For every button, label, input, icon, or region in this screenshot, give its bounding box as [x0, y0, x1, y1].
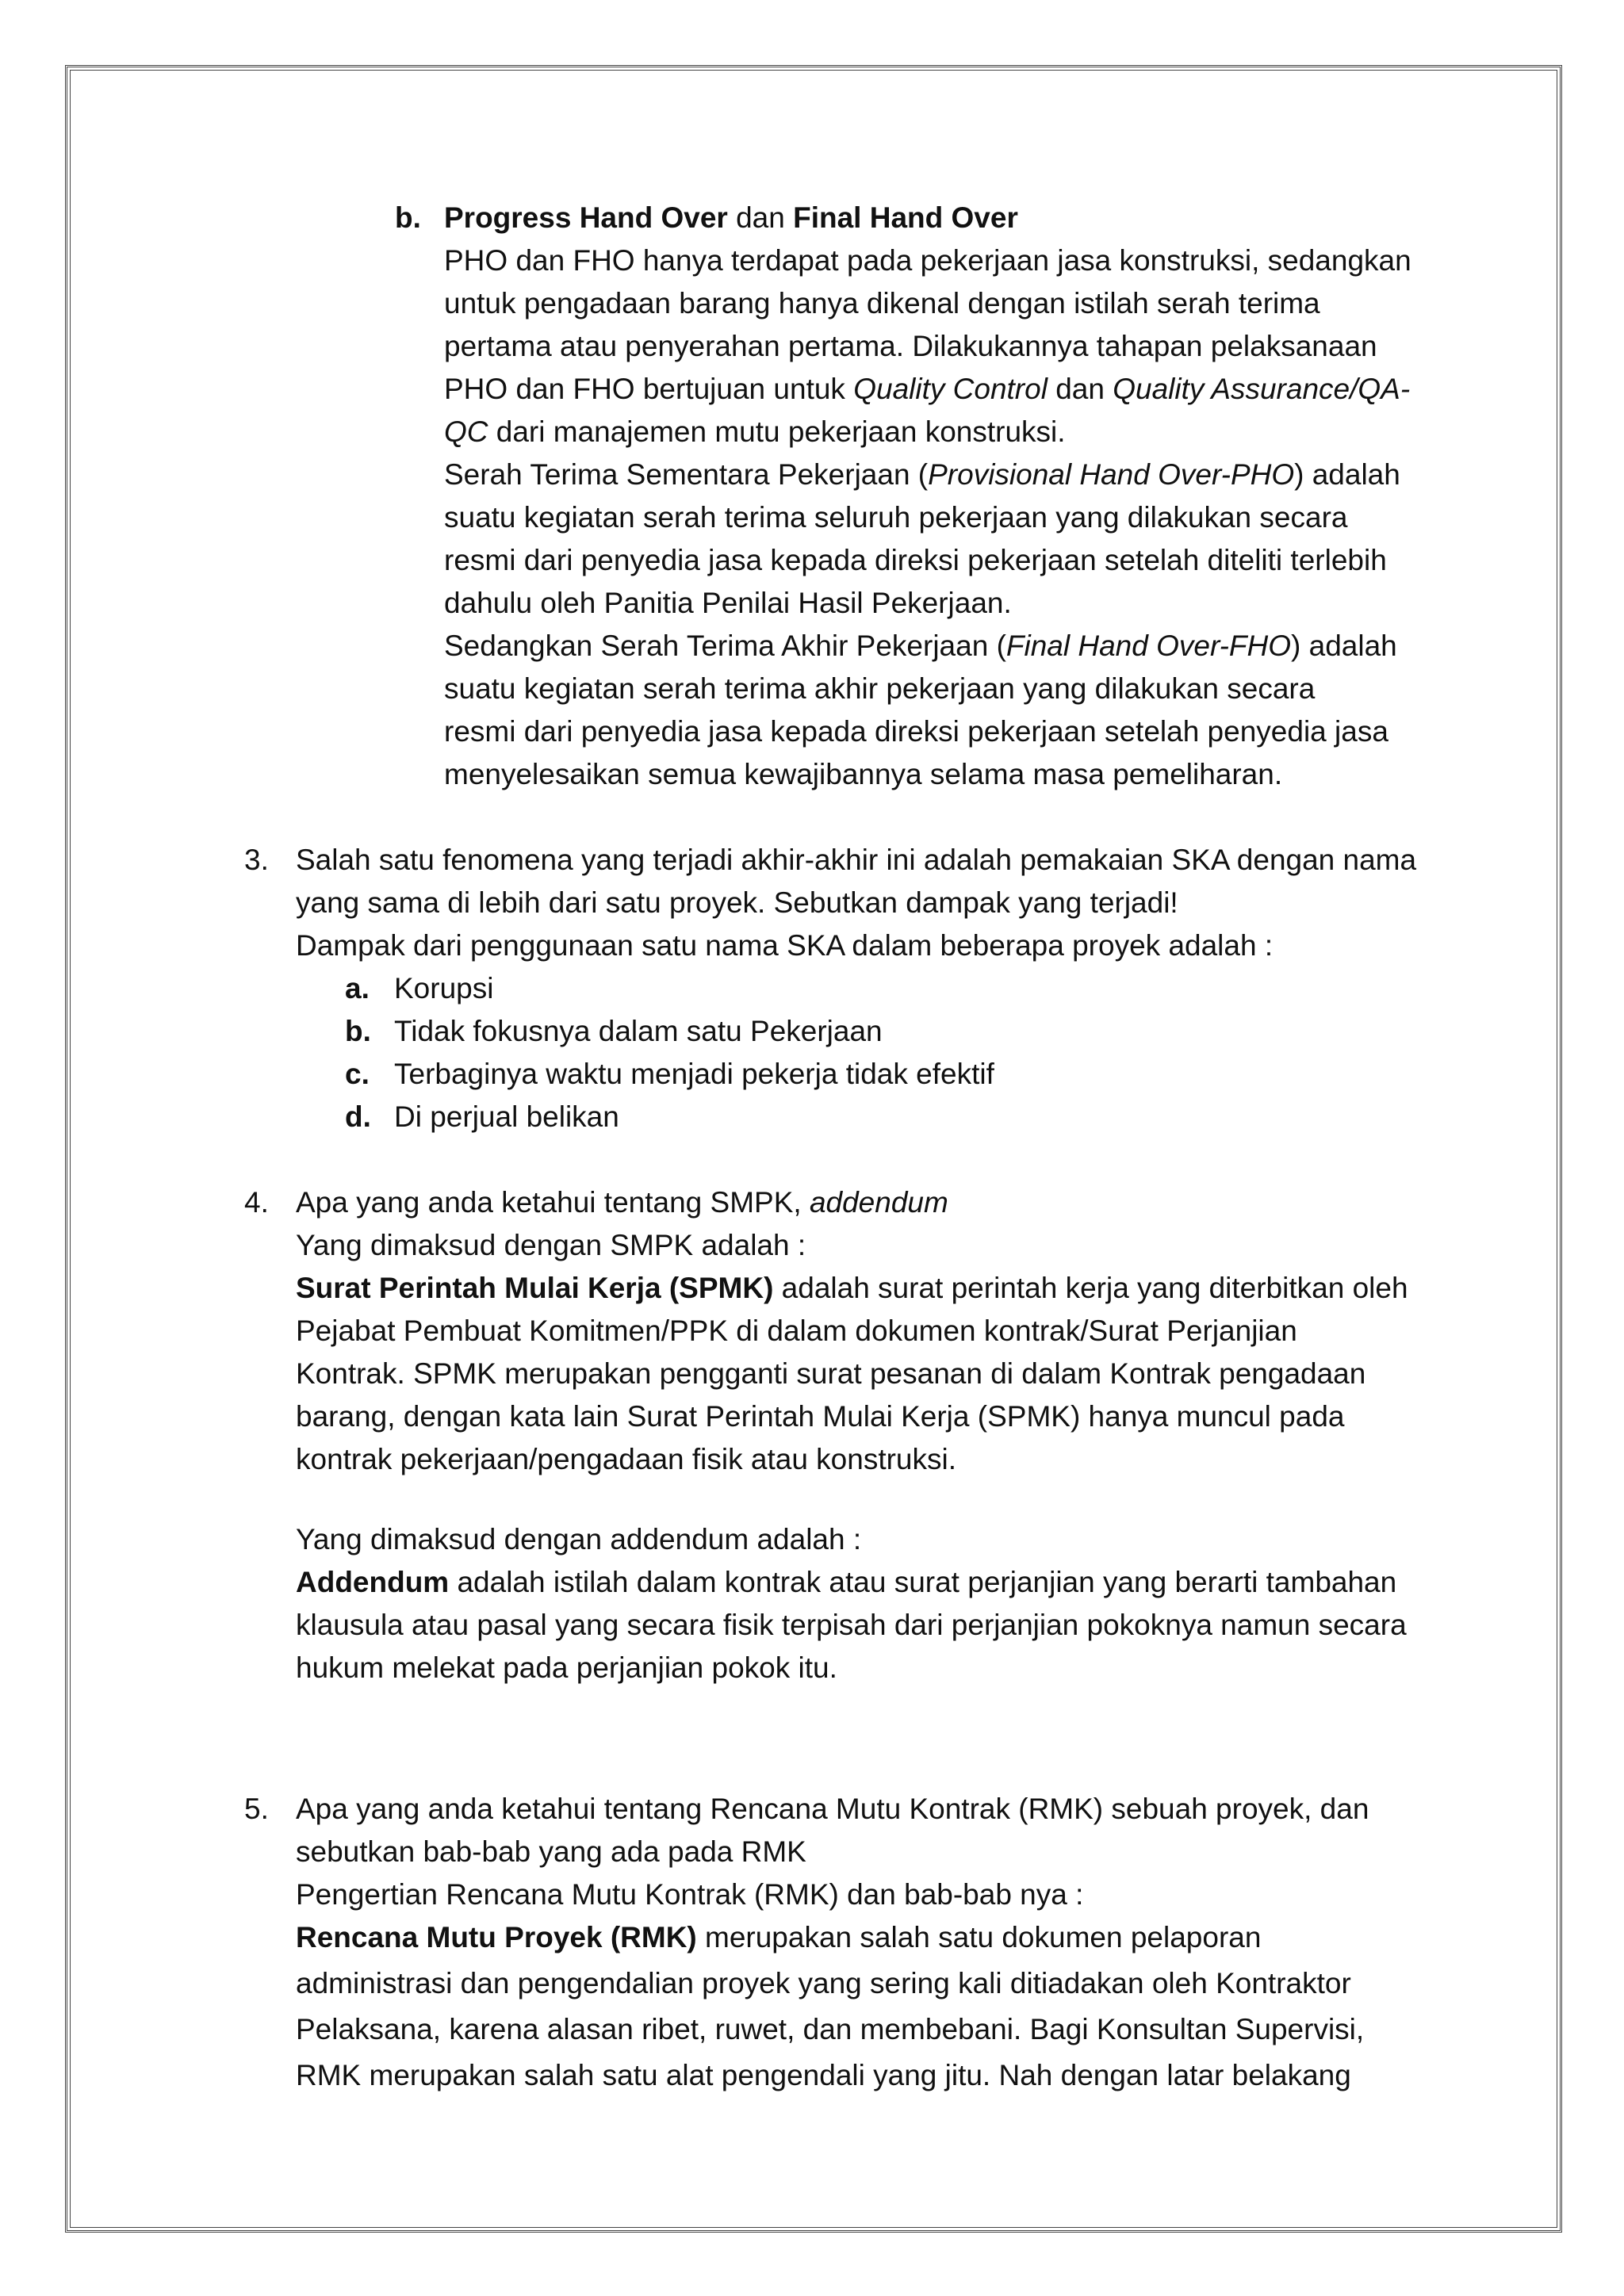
heading-connector: dan	[727, 201, 794, 234]
bold-term: Addendum	[296, 1566, 450, 1598]
paragraph-line	[296, 1267, 1408, 1310]
paragraph-line: Yang dimaksud dengan addendum adalah :	[296, 1523, 862, 1556]
question-3-number: 3.	[244, 844, 269, 876]
text-run: adalah surat perintah kerja yang diterbitkan oleh	[773, 1272, 1408, 1304]
heading-final-hand-over: Final Hand Over	[793, 201, 1018, 234]
paragraph-line: Pengertian Rencana Mutu Kontrak (RMK) dan bab-bab nya :	[296, 1878, 1084, 1911]
text-run: ) adalah	[1294, 458, 1400, 491]
list-marker: b.	[345, 1015, 371, 1047]
paragraph-line	[296, 1561, 1407, 1604]
text-run: dan	[1047, 373, 1113, 405]
text-run: adalah istilah dalam kontrak atau surat perjanjian yang berarti tambahan	[449, 1566, 1397, 1598]
list-marker: c.	[345, 1058, 370, 1090]
paragraph-line: pertama atau penyerahan pertama. Dilakukannya tahapan pelaksanaan	[444, 330, 1377, 362]
paragraph-line: Kontrak. SPMK merupakan pengganti surat pesanan di dalam Kontrak pengadaan	[296, 1357, 1366, 1390]
paragraph-line: sebutkan bab-bab yang ada pada RMK	[296, 1835, 806, 1868]
question-5	[296, 1788, 1369, 2100]
paragraph-line	[296, 1916, 1369, 1962]
text-run: dari manajemen mutu pekerjaan konstruksi.	[488, 415, 1066, 448]
paragraph-line	[444, 625, 1411, 668]
paragraph-line	[444, 368, 1411, 411]
section-b-text	[444, 197, 1411, 796]
question-5-number: 5.	[244, 1793, 269, 1825]
paragraph-line: Salah satu fenomena yang terjadi akhir-akhir ini adalah pemakaian SKA dengan nama	[296, 844, 1417, 876]
paragraph-line: Apa yang anda ketahui tentang Rencana Mutu Kontrak (RMK) sebuah proyek, dan	[296, 1793, 1369, 1825]
paragraph-line: suatu kegiatan serah terima seluruh pekerjaan yang dilakukan secara	[444, 501, 1348, 534]
italic-term: Provisional Hand Over-PHO	[928, 458, 1295, 491]
list-item-text: Tidak fokusnya dalam satu Pekerjaan	[394, 1015, 883, 1047]
question-4	[296, 1181, 1408, 1481]
paragraph-line: menyelesaikan semua kewajibannya selama masa pemeliharan.	[444, 758, 1283, 790]
section-b-heading	[444, 197, 1411, 239]
bold-term: Surat Perintah Mulai Kerja (SPMK)	[296, 1272, 774, 1304]
paragraph-line: RMK merupakan salah satu alat pengendali yang jitu. Nah dengan latar belakang	[296, 2059, 1351, 2091]
heading-progress-hand-over: Progress Hand Over	[444, 201, 728, 234]
section-b-marker: b.	[395, 201, 421, 234]
italic-term: QC	[444, 415, 488, 448]
paragraph-line: resmi dari penyedia jasa kepada direksi pekerjaan setelah penyedia jasa	[444, 715, 1388, 748]
italic-term: addendum	[809, 1186, 948, 1219]
paragraph-line: untuk pengadaan barang hanya dikenal dengan istilah serah terima	[444, 287, 1320, 320]
paragraph-line	[444, 453, 1411, 496]
list-item	[345, 1096, 994, 1138]
list-item	[345, 1053, 994, 1096]
list-marker: d.	[345, 1100, 371, 1133]
paragraph-line: barang, dengan kata lain Surat Perintah Mulai Kerja (SPMK) hanya muncul pada	[296, 1400, 1345, 1433]
list-item-text: Korupsi	[394, 972, 494, 1004]
paragraph-line: dahulu oleh Panitia Penilai Hasil Pekerjaan.	[444, 587, 1012, 619]
italic-term: Final Hand Over-FHO	[1005, 629, 1292, 662]
list-marker: a.	[345, 972, 370, 1004]
paragraph-line	[296, 1181, 1408, 1224]
bold-term: Rencana Mutu Proyek (RMK)	[296, 1921, 697, 1954]
text-run: PHO dan FHO bertujuan untuk	[444, 373, 854, 405]
paragraph-line: klausula atau pasal yang secara fisik terpisah dari perjanjian pokoknya namun secara	[296, 1609, 1407, 1641]
list-item	[345, 1010, 994, 1053]
paragraph-line: resmi dari penyedia jasa kepada direksi pekerjaan setelah diteliti terlebih	[444, 544, 1387, 576]
italic-term: Quality Control	[853, 373, 1048, 405]
paragraph-line: PHO dan FHO hanya terdapat pada pekerjaan jasa konstruksi, sedangkan	[444, 244, 1411, 277]
paragraph-line: kontrak pekerjaan/pengadaan fisik atau konstruksi.	[296, 1443, 957, 1475]
question-4-number: 4.	[244, 1186, 269, 1219]
list-item	[345, 967, 994, 1010]
paragraph-line	[444, 411, 1411, 453]
text-run: Sedangkan Serah Terima Akhir Pekerjaan (	[444, 629, 1006, 662]
paragraph-line: administrasi dan pengendalian proyek yang sering kali ditiadakan oleh Kontraktor	[296, 1967, 1351, 1999]
paragraph-line: yang sama di lebih dari satu proyek. Sebutkan dampak yang terjadi!	[296, 886, 1178, 919]
text-run: Apa yang anda ketahui tentang SMPK,	[296, 1186, 810, 1219]
text-run: Serah Terima Sementara Pekerjaan (	[444, 458, 929, 491]
question-3-list	[345, 967, 994, 1138]
paragraph-line: Pelaksana, karena alasan ribet, ruwet, dan membebani. Bagi Konsultan Supervisi,	[296, 2013, 1365, 2045]
paragraph-line: Yang dimaksud dengan SMPK adalah :	[296, 1229, 806, 1261]
paragraph-line: Dampak dari penggunaan satu nama SKA dalam beberapa proyek adalah :	[296, 929, 1274, 962]
question-3	[296, 839, 1416, 967]
list-item-text: Terbaginya waktu menjadi pekerja tidak efektif	[394, 1058, 994, 1090]
text-run: merupakan salah satu dokumen pelaporan	[696, 1921, 1262, 1954]
text-run: ) adalah	[1291, 629, 1397, 662]
list-item-text: Di perjual belikan	[394, 1100, 619, 1133]
paragraph-line: suatu kegiatan serah terima akhir pekerjaan yang dilakukan secara	[444, 672, 1316, 705]
paragraph-line: Pejabat Pembuat Komitmen/PPK di dalam dokumen kontrak/Surat Perjanjian	[296, 1314, 1297, 1347]
italic-term: Quality Assurance/QA-	[1113, 373, 1411, 405]
question-4-addendum	[296, 1518, 1407, 1689]
paragraph-line: hukum melekat pada perjanjian pokok itu.	[296, 1651, 837, 1684]
